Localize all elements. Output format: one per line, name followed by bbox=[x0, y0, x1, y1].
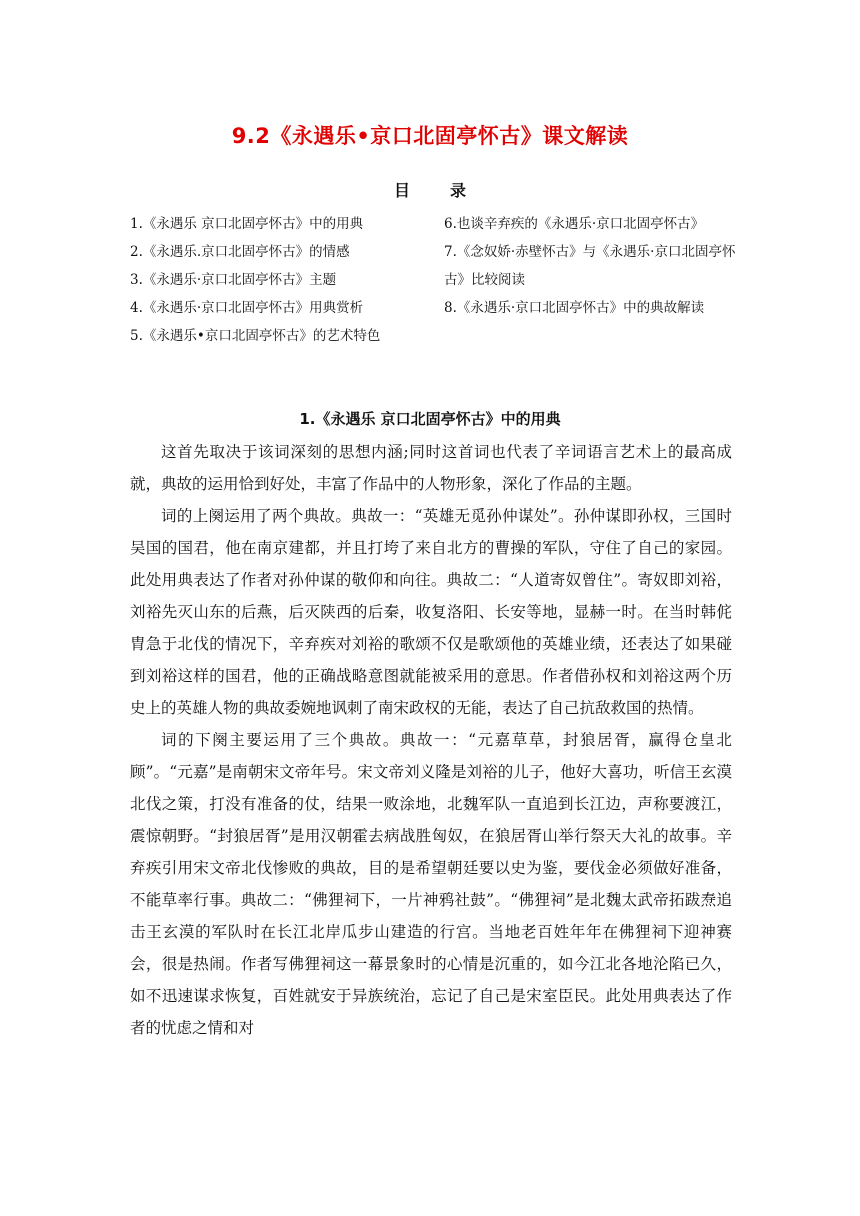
document-title: 9.2《永遇乐•京口北固亭怀古》课文解读 bbox=[231, 124, 629, 148]
toc-item-1[interactable]: 1.《永遇乐 京口北固亭怀古》中的用典 bbox=[130, 216, 364, 232]
toc-item-5[interactable]: 5.《永遇乐•京口北固亭怀古》的艺术特色 bbox=[130, 328, 381, 344]
toc-item-6[interactable]: 6.也谈辛弃疾的《永遇乐·京口北固亭怀古》 bbox=[444, 216, 705, 232]
toc-item-4[interactable]: 4.《永遇乐·京口北固亭怀古》用典赏析 bbox=[130, 300, 364, 316]
toc-item-3[interactable]: 3.《永遇乐·京口北固亭怀古》主题 bbox=[130, 272, 337, 288]
toc-item-7[interactable]: 7.《念奴娇·赤壁怀古》与《永遇乐·京口北固亭怀古》比较阅读 bbox=[444, 244, 736, 288]
section-1-heading: 1.《永遇乐 京口北固亭怀古》中的用典 bbox=[299, 410, 561, 428]
section-1-body bbox=[130, 436, 732, 1044]
toc-heading-char-2: 录 bbox=[450, 181, 467, 200]
toc-item-8[interactable]: 8.《永遇乐·京口北固亭怀古》中的典故解读 bbox=[444, 300, 705, 316]
toc-item-2[interactable]: 2.《永遇乐.京口北固亭怀古》的情感 bbox=[130, 244, 350, 260]
toc-right-column bbox=[444, 210, 744, 322]
toc-left-column bbox=[130, 210, 430, 350]
toc-heading-char-1: 目 bbox=[393, 181, 410, 200]
paragraph-1: 这首先取决于该词深刻的思想内涵;同时这首词也代表了辛词语言艺术上的最高成就，典故的运用恰到好处，丰富了作品中的人物形象，深化了作品的主题。 bbox=[130, 443, 732, 493]
toc-heading bbox=[0, 178, 860, 201]
paragraph-3: 词的下阕主要运用了三个典故。典故一：“元嘉草草，封狼居胥，赢得仓皇北顾”。“元嘉”是南朝宋文帝年号。宋文帝刘义隆是刘裕的儿子，他好大喜功，听信王玄漠北伐之策，打没有准备的仗，结果一败涂地，北魏军队一直追到长江边，声称要渡江，震惊朝野。“封狼居胥”是用汉朝霍去病战胜匈奴，在狼居胥山举行祭天大礼的故事。辛弃疾引用宋文帝北伐惨败的典故，目的是希望朝廷要以史为鉴，要伐金必须做好准备，不能草率行事。典故二：“佛狸祠下，一片神鸦社鼓”。“佛狸祠”是北魏太武帝拓跋焘追击王玄漠的军队时在长江北岸瓜步山建造的行宫。当地老百姓年年在佛狸祠下迎神赛会，很是热闹。作者写佛狸祠这一幕景象时的心情是沉重的，如今江北各地沦陷已久，如不迅速谋求恢复，百姓就安于异族统治，忘记了自己是宋室臣民。此处用典表达了作者的忧虑之情和对 bbox=[130, 731, 732, 1037]
paragraph-2: 词的上阕运用了两个典故。典故一：“英雄无觅孙仲谋处”。孙仲谋即孙权，三国时吴国的国君，他在南京建都，并且打垮了来自北方的曹操的军队，守住了自己的家园。此处用典表达了作者对孙仲谋的敬仰和向往。典故二：“人道寄奴曾住”。寄奴即刘裕，刘裕先灭山东的后燕，后灭陕西的后秦，收复洛阳、长安等地，显赫一时。在当时韩侂胄急于北伐的情况下，辛弃疾对刘裕的歌颂不仅是歌颂他的英雄业绩，还表达了如果碰到刘裕这样的国君，他的正确战略意图就能被采用的意思。作者借孙权和刘裕这两个历史上的英雄人物的典故委婉地讽刺了南宋政权的无能，表达了自己抗敌救国的热情。 bbox=[130, 507, 732, 717]
